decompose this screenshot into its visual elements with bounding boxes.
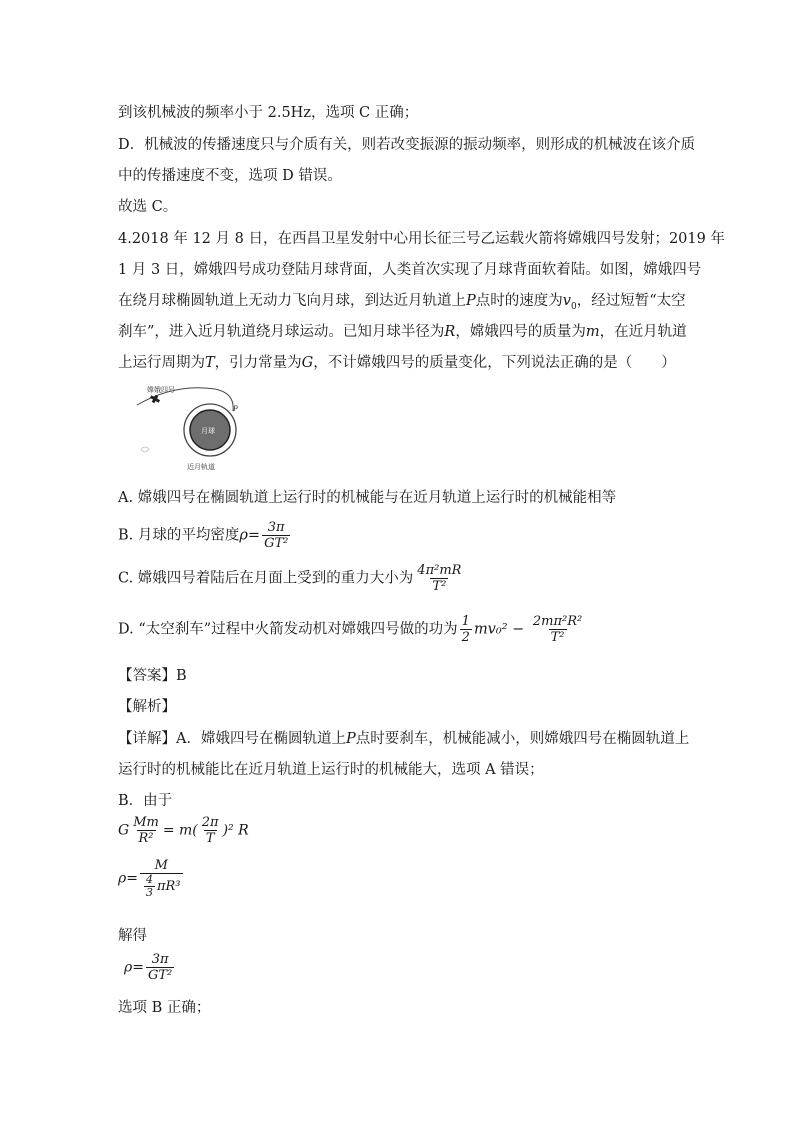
p-label: P [233, 404, 238, 413]
solve-label: 解得 [118, 928, 147, 944]
option-b-den: GT² [264, 536, 289, 551]
option-d [118, 614, 586, 645]
analysis-heading: 【解析】 [118, 699, 176, 715]
option-d-half [460, 614, 472, 645]
option-c-fraction [415, 563, 463, 594]
symbol-t: T [205, 355, 215, 371]
moon-label: 月球 [201, 428, 215, 435]
option-c [118, 563, 465, 594]
q3-text-c: ，经过短暂“太空 [576, 293, 686, 309]
q4-text-a: 刹车”，进入近月轨道绕月球运动。已知月球半径为 [118, 324, 445, 340]
option-d-den: T² [550, 630, 565, 645]
q3-text-a: 在绕月球椭圆轨道上无动力飞向月球，到达近月轨道上 [118, 293, 466, 309]
orbit-figure [135, 383, 270, 471]
option-d-num: 2mπ²R² [532, 614, 583, 629]
eq3-fraction [146, 952, 174, 983]
eq1-inner-den: T [205, 831, 215, 846]
q5-text-a: 上运行周期为 [118, 355, 205, 371]
eq1-g: G [118, 822, 130, 839]
line-2: D．机械波的传播速度只与介质有关，则若改变振源的振动频率，则形成的机械波在该介质 [118, 137, 696, 153]
question-line-4 [118, 322, 687, 342]
line-3: 中的传播速度不变，选项 D 错误。 [118, 168, 342, 184]
question-line-3 [118, 291, 686, 317]
detail-line-1 [118, 729, 689, 749]
equation-density [118, 858, 185, 899]
option-d-half-num: 1 [461, 614, 470, 629]
eq1-eq: = m( [162, 822, 198, 839]
question-line-1: 4.2018 年 12 月 8 日，在西昌卫星发射中心用长征三号乙运载火箭将嫦娥四号发射；2019 年 [118, 231, 725, 247]
option-c-den: T² [432, 579, 447, 594]
eq1-tail: )² R [222, 822, 249, 839]
eq2-den [140, 873, 183, 899]
option-d-minus: − [507, 621, 529, 638]
eq2-den-rest: πR³ [156, 879, 181, 894]
detail-line-2: 运行时的机械能比在近月轨道上运行时的机械能大，选项 A 错误； [118, 762, 544, 778]
probe-label: 嫦娥四号 [147, 387, 175, 394]
det1-text-b: 点时要刹车，机械能减小，则嫦娥四号在椭圆轨道上 [355, 731, 690, 747]
det1-text-a: 【详解】A．嫦娥四号在椭圆轨道上 [118, 731, 346, 747]
option-b-num: 3π [267, 520, 285, 535]
eq3-rho: ρ= [124, 959, 144, 976]
eq2-fraction [140, 858, 183, 899]
detail-line-4: 选项 B 正确； [118, 1000, 211, 1016]
rho-eq: ρ= [239, 527, 261, 544]
option-d-fraction [531, 614, 584, 645]
symbol-v0: v [562, 293, 571, 309]
q4-text-b: ，嫦娥四号的质量为 [455, 324, 586, 340]
equation-gravity [118, 815, 249, 846]
option-a: A. 嫦娥四号在椭圆轨道上运行时的机械能与在近月轨道上运行时的机械能相等 [118, 490, 617, 506]
option-b-fraction [262, 520, 290, 551]
q4-text-c: ，在近月轨道 [599, 324, 687, 340]
eq1-fraction [131, 815, 161, 846]
eq1-num: Mm [133, 815, 159, 830]
detail-line-3: B．由于 [118, 793, 173, 809]
answer-line: 【答案】B [118, 668, 187, 684]
symbol-p: P [466, 293, 476, 309]
symbol-g: G [301, 355, 314, 371]
eq1-inner-fraction [200, 815, 221, 846]
eq1-den: R² [138, 831, 154, 846]
option-c-num: 4π²mR [417, 563, 462, 578]
symbol-p-2: P [345, 731, 356, 747]
eq2-den-den: 3 [145, 886, 153, 899]
option-b-text: B. 月球的平均密度 [118, 527, 240, 544]
line-1: 到该机械波的频率小于 2.5Hz，选项 C 正确； [118, 105, 419, 121]
symbol-r: R [444, 324, 456, 340]
option-d-mv: mv₀² [473, 621, 508, 638]
equation-result [124, 952, 176, 983]
line-4: 故选 C。 [118, 199, 178, 215]
eq2-rho: ρ= [118, 870, 138, 887]
decoration-mark [141, 447, 149, 452]
option-b [118, 520, 292, 551]
question-line-5 [118, 353, 676, 373]
eq2-den-num: 4 [145, 873, 153, 886]
question-line-2: 1 月 3 日，嫦娥四号成功登陆月球背面，人类首次实现了月球背面软着陆。如图，嫦娥四号 [118, 262, 702, 278]
eq1-inner-num: 2π [201, 815, 219, 830]
option-d-text: D. “太空刹车”过程中火箭发动机对嫦娥四号做的功为 [118, 621, 458, 638]
eq3-den: GT² [147, 968, 173, 983]
option-d-half-den: 2 [461, 630, 470, 645]
option-c-text: C. 嫦娥四号着陆后在月面上受到的重力大小为 [118, 570, 414, 587]
q3-text-b: 点时的速度为 [475, 293, 563, 309]
near-orbit-label: 近月轨道 [187, 464, 215, 471]
eq2-num: M [154, 858, 168, 873]
eq3-num: 3π [151, 952, 169, 967]
q5-text-b: ，引力常量为 [214, 355, 302, 371]
eq2-den-fraction [144, 874, 155, 899]
q5-text-c: ，不计嫦娥四号的质量变化，下列说法正确的是（ ） [313, 355, 676, 371]
symbol-v0-sub: 0 [570, 301, 577, 312]
symbol-m: m [585, 324, 600, 340]
